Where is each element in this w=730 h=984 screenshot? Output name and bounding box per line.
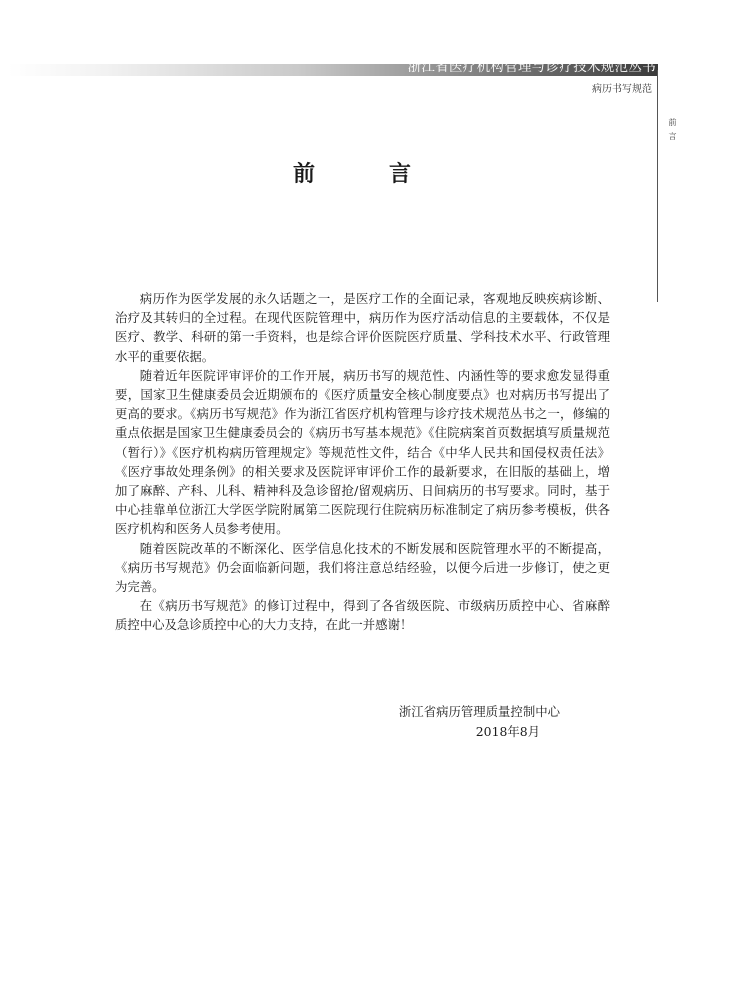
page-title: 前 言	[292, 162, 437, 187]
signature-block	[0, 702, 560, 742]
book-title: 病历书写规范	[592, 84, 652, 95]
preface-body	[115, 289, 610, 635]
paragraph: 随着医院改革的不断深化、医学信息化技术的不断发展和医院管理水平的不断提高，《病历书写规范》仍会面临新问题，我们将注意总结经验，以便今后进一步修订，使之更为完善。	[115, 540, 610, 595]
paragraph: 病历作为医学发展的永久话题之一，是医疗工作的全面记录，客观地反映疾病诊断、治疗及其转归的全过程。在现代医院管理中，病历作为医疗活动信息的主要载体，不仅是医疗、教学、科研的第一手资料，也是综合评价医院医疗质量、学科技术水平、行政管理水平的重要依据。	[115, 291, 610, 364]
paragraph: 随着近年医院评审评价的工作开展，病历书写的规范性、内涵性等的要求愈发显得重要，国家卫生健康委员会近期颁布的《医疗质量安全核心制度要点》也对病历书写提出了更高的要求。《病历书写规范》作为浙江省医疗机构管理与诊疗技术规范丛书之一，修编的重点依据是国家卫生健康委员会的《病历书写基本规范》《住院病案首页数据填写质量规范（暂行）》《医疗机构病历管理规定》等规范性文件，结合《中华人民共和国侵权责任法》《医疗事故处理条例》的相关要求及医院评审评价工作的最新要求，在旧版的基础上，增加了麻醉、产科、儿科、精神科及急诊留抢/留观病历、日间病历的书写要求。同时，基于中心挂靠单位浙江大学医学院附属第二医院现行住院病历标准制定了病历参考模板，供各医疗机构和医务人员参考使用。	[115, 367, 610, 537]
section-tab: 前言	[668, 118, 677, 146]
paragraph: 在《病历书写规范》的修订过程中，得到了各省级医院、市级病历质控中心、省麻醉质控中心及急诊质控中心的大力支持，在此一并感谢！	[115, 598, 610, 633]
series-title: 浙江省医疗机构管理与诊疗技术规范丛书	[407, 59, 656, 75]
signature-organization: 浙江省病历管理质量控制中心	[398, 704, 560, 719]
signature-date: 2018年8月	[475, 724, 540, 739]
